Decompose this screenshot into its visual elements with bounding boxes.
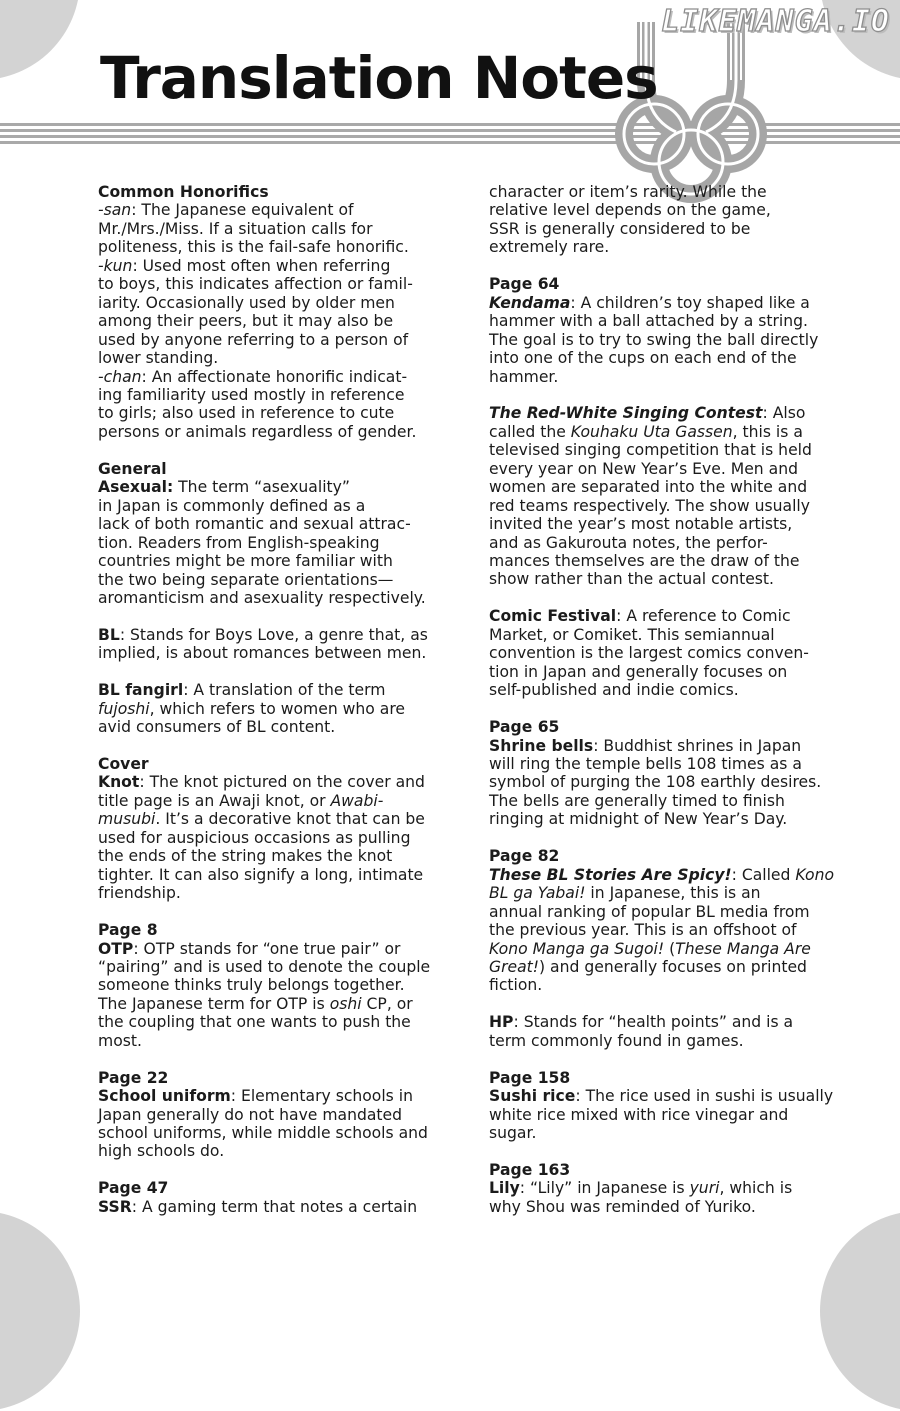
left-column	[98, 183, 458, 1216]
section-heading: General	[98, 459, 167, 478]
note-text: : The rice used in sushi is usually white rice mixed with rice vinegar and sugar.	[489, 1087, 834, 1142]
corner-decoration-bottom-left	[0, 1211, 80, 1411]
section-heading: Page 82	[489, 847, 560, 866]
corner-decoration-bottom-right	[820, 1211, 900, 1411]
note-text: : Elementary schools in Japan generally do not have mandated school uniforms, while middle schools and high schools do.	[98, 1087, 428, 1161]
note-common-honorifics	[98, 183, 458, 441]
note-text: character or item’s rarity. While the relative level depends on the game, SSR is generally considered to be extremely rare.	[489, 183, 771, 257]
note-term: -san	[98, 201, 132, 220]
note-term: Kendama	[489, 293, 571, 312]
note-text: , this is a televised singing competition that is held every year on New Year’s Eve. Men and women are separated into the white and red teams respectively. The show usually invited the year’s most notable artists, and as Gakurouta notes, the perfor- mances themselves are the draw of the show rather than the actual contest.	[489, 422, 812, 589]
section-heading: Page 64	[489, 275, 560, 294]
note-sushi-rice	[489, 1069, 849, 1143]
site-watermark: LIKEMANGA.IO	[661, 4, 890, 39]
section-heading: Cover	[98, 754, 149, 773]
note-comic-festival	[489, 607, 849, 699]
note-knot	[98, 755, 458, 903]
note-term: These BL Stories Are Spicy!	[489, 865, 732, 884]
note-term: Shrine bells	[489, 736, 594, 755]
section-heading: Page 158	[489, 1068, 571, 1087]
note-ssr	[98, 1179, 458, 1216]
note-text: : The Japanese equivalent of Mr./Mrs./Miss. If a situation calls for politeness, this is the fail-safe honorific.	[98, 201, 409, 257]
note-italic: Kouhaku Uta Gassen	[570, 422, 733, 441]
note-italic: yuri	[689, 1179, 720, 1198]
note-text: : Stands for “health points” and is a term commonly found in games.	[489, 1013, 794, 1050]
note-text: : Used most often when referring to boys, this indicates affection or famil- iarity. Occasionally used by older men among their peers, but it may also be used by anyone referring to a person of lower standing.	[98, 256, 413, 368]
note-term: Asexual:	[98, 478, 174, 497]
note-text: CP, or the coupling that one wants to push the most.	[98, 994, 413, 1050]
note-asexual	[98, 460, 458, 608]
note-lily	[489, 1161, 849, 1216]
note-text: , which refers to women who are avid consumers of BL content.	[98, 699, 406, 737]
note-term: Sushi rice	[489, 1087, 576, 1106]
note-text: , which is why Shou was reminded of Yuriko.	[489, 1179, 793, 1216]
note-term: BL	[98, 625, 120, 644]
note-term: -kun	[98, 256, 133, 275]
note-text: ) and generally focuses on printed fiction.	[489, 957, 807, 995]
note-italic: Kono BL ga Yabai!	[489, 865, 835, 903]
note-term: SSR	[98, 1197, 132, 1216]
note-term: School uniform	[98, 1087, 231, 1106]
note-italic: These Manga Are Great!	[489, 939, 811, 976]
note-otp	[98, 921, 458, 1050]
note-text: : A reference to Comic Market, or Comiket. This semiannual convention is the largest comics conven- tion in Japan and generally focuses on self-published and indie comics.	[489, 607, 809, 700]
note-term: -chan	[98, 367, 142, 386]
note-italic: oshi	[329, 994, 362, 1013]
note-term: OTP	[98, 939, 134, 958]
note-text: : A gaming term that notes a certain	[131, 1197, 418, 1216]
section-heading: Page 163	[489, 1160, 571, 1179]
note-text: : Buddhist shrines in Japan will ring the temple bells 108 times as a symbol of purging the 108 earthly desires. The bells are generally timed to finish ringing at midnight of New Year’s Day.	[489, 736, 822, 829]
note-italic: fujoshi	[98, 699, 150, 718]
note-term: BL fangirl	[98, 681, 184, 700]
note-text: : A translation of the term	[183, 681, 386, 700]
section-heading: Common Honorifics	[98, 183, 269, 201]
note-bl-fangirl	[98, 681, 458, 736]
note-text: . It’s a decorative knot that can be used for auspicious occasions as pulling the ends of the string makes the knot tighter. It can also signify a long, intimate friendship.	[98, 810, 425, 903]
note-text: : The knot pictured on the cover and title page is an Awaji knot, or	[98, 773, 425, 810]
note-bl	[98, 626, 458, 663]
note-kendama	[489, 275, 849, 386]
note-text: : Stands for Boys Love, a genre that, as implied, is about romances between men.	[98, 625, 428, 663]
note-term: The Red-White Singing Contest	[489, 404, 763, 423]
note-text: in Japanese, this is an annual ranking of popular BL media from the previous year. This is an offshoot of	[489, 884, 810, 940]
note-text: : Also called the	[489, 404, 806, 441]
note-text: : “Lily” in Japanese is	[519, 1179, 690, 1198]
section-heading: Page 47	[98, 1179, 169, 1198]
note-hp	[489, 1013, 849, 1050]
note-term: Knot	[98, 773, 140, 792]
note-text: : Called	[731, 865, 796, 884]
note-text: (	[664, 939, 676, 958]
note-school-uniform	[98, 1069, 458, 1161]
note-bl-stories-spicy	[489, 847, 849, 995]
section-heading: Page 8	[98, 921, 158, 940]
note-ssr-continued	[489, 183, 849, 257]
note-text: : A children’s toy shaped like a hammer with a ball attached by a string. The goal is to try to swing the ball directly into one of the cups on each end of the hammer.	[489, 293, 819, 386]
corner-decoration-top-left	[0, 0, 80, 80]
note-term: Lily	[489, 1179, 520, 1198]
note-text: : OTP stands for “one true pair” or “pairing” and is used to denote the couple someone thinks truly belongs together. The Japanese term for OTP is	[98, 939, 431, 1013]
section-heading: Page 65	[489, 718, 560, 737]
note-term: Comic Festival	[489, 607, 617, 626]
note-term: HP	[489, 1013, 514, 1032]
note-red-white-singing-contest	[489, 404, 849, 589]
note-italic: Awabi- musubi	[98, 791, 384, 829]
page-title: Translation Notes	[100, 44, 658, 112]
note-italic: Kono Manga ga Sugoi!	[489, 939, 665, 958]
section-heading: Page 22	[98, 1068, 169, 1087]
right-column	[489, 183, 849, 1216]
note-shrine-bells	[489, 718, 849, 829]
note-text: : An affectionate honorific indicat- ing familiarity used mostly in reference to girls; also used in reference to cute persons or animals regardless of gender.	[98, 367, 417, 441]
note-text: The term “asexuality” in Japan is commonly defined as a lack of both romantic and sexual attrac- tion. Readers from English-speaking countries might be more familiar with the two being separate orientations— aromanticism and asexuality respectively.	[98, 478, 426, 607]
